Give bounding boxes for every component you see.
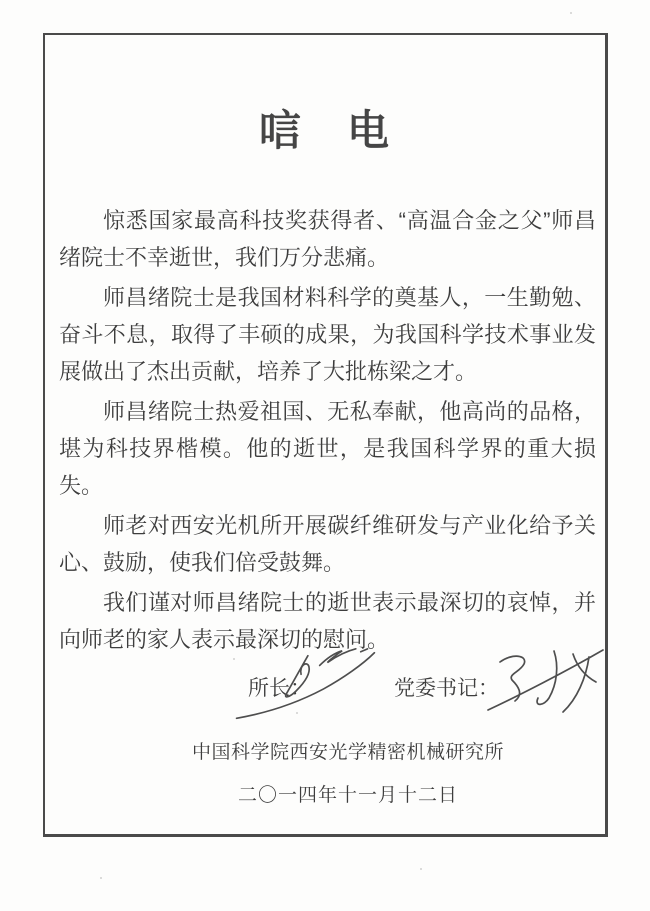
scan-speck (233, 658, 235, 660)
paragraph: 师老对西安光机所开展碳纤维研发与产业化给予关心、鼓励，使我们倍受鼓舞。 (59, 513, 596, 575)
scan-speck (570, 12, 572, 14)
secretary-label: 党委书记： (394, 677, 499, 700)
paragraph: 师昌绪院士热爱祖国、无私奉献，他高尚的品格，堪为科技界楷模。他的逝世，是我国科学界的重大损失。 (59, 399, 596, 498)
scan-speck (100, 877, 102, 879)
scan-speck (420, 868, 422, 870)
director-label: 所长： (248, 677, 311, 700)
paragraph: 师昌绪院士是我国材料科学的奠基人，一生勤勉、奋斗不息，取得了丰硕的成果，为我国科学技术事业发展做出了杰出贡献，培养了大批栋梁之才。 (59, 285, 596, 384)
paragraph: 我们谨对师昌绪院士的逝世表示最深切的哀悼，并向师老的家人表示最深切的慰问。 (59, 590, 596, 652)
letter-body (59, 202, 596, 661)
paragraph: 惊悉国家最高科技奖获得者、“高温合金之父”师昌绪院士不幸逝世，我们万分悲痛。 (59, 208, 596, 270)
institution-line: 中国科学院西安光学精密机械研究所 (191, 742, 504, 763)
date-line: 二〇一四年十一月十二日 (237, 785, 458, 806)
signature-row (0, 640, 650, 735)
director-signature (228, 642, 380, 730)
letter-title: 唁 电 (258, 107, 391, 154)
secretary-signature (480, 644, 608, 726)
scan-speck (296, 712, 298, 714)
